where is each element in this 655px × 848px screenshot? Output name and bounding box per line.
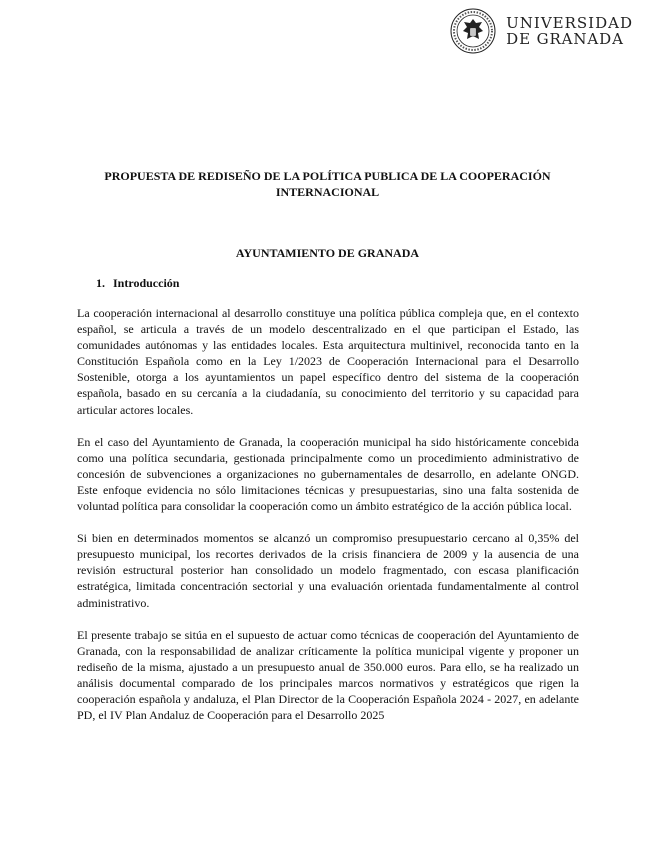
section-title: Introducción xyxy=(113,276,180,290)
paragraph: El presente trabajo se sitúa en el supuesto de actuar como técnicas de cooperación del Ayuntamiento de Granada, con la responsabilidad de analizar críticamente la política municipal vigente y proponer un rediseño de la misma, ajustado a un presupuesto anual de 350.000 euros. Para ello, se ha realizado un análisis documental comparado de los principales marcos normativos y estratégicos que rigen la cooperación española y andaluza, el Plan Director de la Cooperación Española 2024 - 2027, en adelante PD, el IV Plan Andaluz de Cooperación para el Desarrollo 2025 xyxy=(77,627,579,723)
university-wordmark xyxy=(506,15,633,47)
paragraph: La cooperación internacional al desarrollo constituye una política pública compleja que, en el contexto español, se articula a través de un modelo descentralizado en el que participan el Estado, las comunidades autónomas y las entidades locales. Esta arquitectura multinivel, reconocida tanto en la Constitución Española como en la Ley 1/2023 de Cooperación Internacional para el Desarrollo Sostenible, otorga a los ayuntamientos un papel específico dentro del sistema de la cooperación española, basado en su cercanía a la ciudadanía, su conocimiento del territorio y su capacidad para articular actores locales. xyxy=(77,306,579,417)
paragraph: Si bien en determinados momentos se alcanzó un compromiso presupuestario cercano al 0,35% del presupuesto municipal, los recortes derivados de la crisis financiera de 2009 y la ausencia de una revisión estructural posterior han consolidado un modelo fragmentado, con escasa planificación estratégica, limitada concentración sectorial y una evaluación orientada fundamentalmente al control administrativo. xyxy=(77,531,579,610)
document-subtitle: AYUNTAMIENTO DE GRANADA xyxy=(235,246,420,260)
document-title: PROPUESTA DE REDISEÑO DE LA POLÍTICA PUBLICA DE LA COOPERACIÓN INTERNACIONAL xyxy=(104,169,551,199)
section-heading xyxy=(96,276,179,291)
section-number: 1. xyxy=(96,276,105,290)
wordmark-line2: DE GRANADA xyxy=(506,30,624,48)
body-text xyxy=(77,305,579,739)
university-seal-icon xyxy=(450,8,496,54)
paragraph: En el caso del Ayuntamiento de Granada, la cooperación municipal ha sido históricamente concebida como una política secundaria, gestionada principalmente como un procedimiento administrativo de concesión de subvenciones a organizaciones no gubernamentales de desarrollo, en adelante ONGD. Este enfoque evidencia no sólo limitaciones técnicas y presupuestarias, sino una falta sostenida de voluntad política para consolidar la cooperación como un ámbito estratégico de la acción pública local. xyxy=(77,434,579,514)
wordmark-line1: UNIVERSIDAD xyxy=(506,14,633,32)
university-header xyxy=(450,8,633,54)
